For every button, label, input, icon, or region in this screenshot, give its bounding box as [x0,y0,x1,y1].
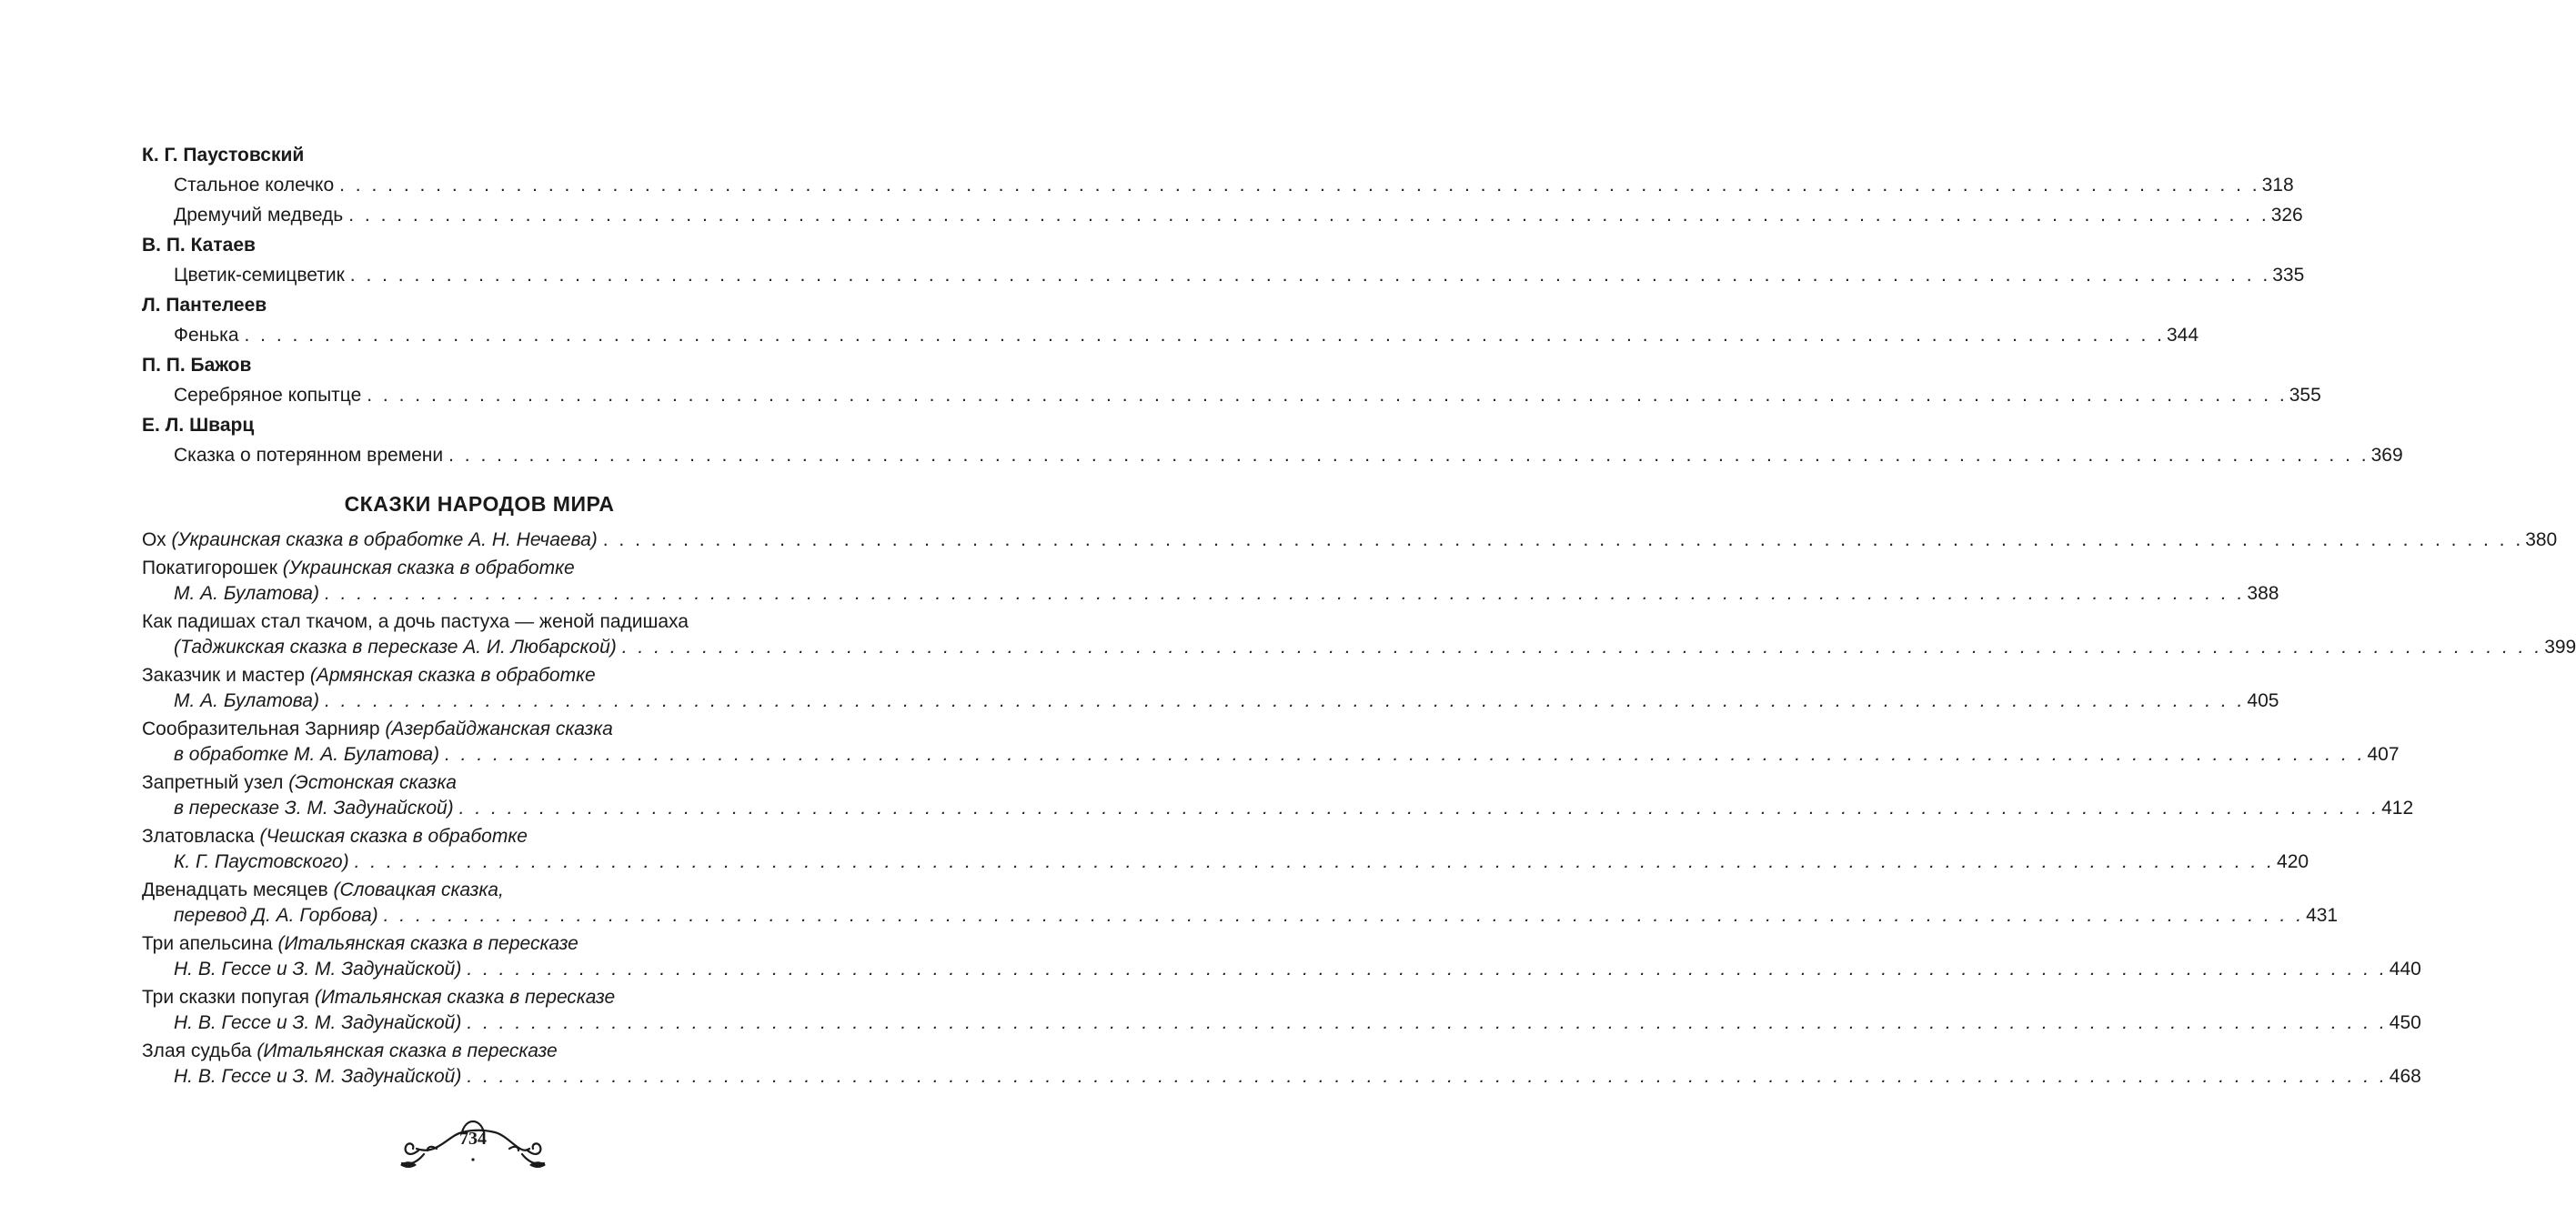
toc-entry [142,380,2321,410]
authors-list [142,140,2403,470]
dot-leader: . . . . . . . . . . . . . . . . . . . . . . . . . . . . . . . . . . . . . . . . . . . . . . . . . . . . . . . . . . . . . . . . . . . . . . . . . . . . . . . . . . . . . . . . . . . . . . . . . . . . . . . . . . . . . . . . . . . . . . . . [244,325,2165,346]
dot-leader: . . . . . . . . . . . . . . . . . . . . . . . . . . . . . . . . . . . . . . . . . . . . . . . . . . . . . . . . . . . . . . . . . . . . . . . . . . . . . . . . . . . . . . . . . . . . . . . . . . . . . . . . . . . . . . . . . . . . . . . . [621,637,2543,658]
entry-note: (Армянская сказка в обработке [309,665,596,686]
entry-note: (Украинская сказка в обработке А. Н. Нечаева) [171,529,598,550]
entry-title: Серебряное копытце [174,385,362,406]
toc-entry [142,440,2403,470]
entry-note: (Итальянская сказка в пересказе [277,933,579,954]
entry-title: Стальное колечко [174,175,335,196]
dot-leader: . . . . . . . . . . . . . . . . . . . . . . . . . . . . . . . . . . . . . . . . . . . . . . . . . . . . . . . . . . . . . . . . . . . . . . . . . . . . . . . . . . . . . . . . . . . . . . . . . . . . . . . . . . . . . . . . . . . . . . . . [324,690,2246,711]
entry-first-line [142,931,817,956]
entry-first-line [142,985,817,1010]
entry-title: Как падишах стал ткачом, а дочь пастуха — женой падишаха [142,611,689,632]
dot-leader: . . . . . . . . . . . . . . . . . . . . . . . . . . . . . . . . . . . . . . . . . . . . . . . . . . . . . . . . . . . . . . . . . . . . . . . . . . . . . . . . . . . . . . . . . . . . . . . . . . . . . . . . . . . . . . . . . . . . . . . . [349,265,2271,286]
entry-title: Заказчик и мастер [142,665,306,686]
entry-note: (Итальянская сказка в пересказе [257,1040,558,1061]
author-name: Л. Пантелеев [142,295,267,316]
entry-title: Три апельсина [142,933,273,954]
toc-entry [142,985,2421,1039]
toc-entry [142,931,2421,985]
dot-leader: . . . . . . . . . . . . . . . . . . . . . . . . . . . . . . . . . . . . . . . . . . . . . . . . . . . . . . . . . . . . . . . . . . . . . . . . . . . . . . . . . . . . . . . . . . . . . . . . . . . . . . . . . . . . . . . . . . . . . . . . [339,175,2260,196]
dot-leader: . . . . . . . . . . . . . . . . . . . . . . . . . . . . . . . . . . . . . . . . . . . . . . . . . . . . . . . . . . . . . . . . . . . . . . . . . . . . . . . . . . . . . . . . . . . . . . . . . . . . . . . . . . . . . . . . . . . . . . . . [467,1012,2388,1033]
dot-leader: . . . . . . . . . . . . . . . . . . . . . . . . . . . . . . . . . . . . . . . . . . . . . . . . . . . . . . . . . . . . . . . . . . . . . . . . . . . . . . . . . . . . . . . . . . . . . . . . . . . . . . . . . . . . . . . . . . . . . . . . [367,385,2288,406]
entry-continuation [142,849,2309,878]
entry-page: 344 [2166,325,2199,346]
entry-note: (Итальянская сказка в пересказе [314,987,616,1008]
toc-entry [142,525,2558,556]
entry-note-cont: М. А. Булатова) [174,583,319,604]
author-name: К. Г. Паустовский [142,145,305,166]
section-title: СКАЗКИ НАРОДОВ МИРА [344,492,615,516]
entry-first-line [142,609,817,634]
entry-page: 468 [2389,1066,2421,1087]
entry-page: 355 [2289,385,2321,406]
entry-continuation [142,688,2279,717]
toc-entry [142,717,2400,770]
dot-leader: . . . . . . . . . . . . . . . . . . . . . . . . . . . . . . . . . . . . . . . . . . . . . . . . . . . . . . . . . . . . . . . . . . . . . . . . . . . . . . . . . . . . . . . . . . . . . . . . . . . . . . . . . . . . . . . . . . . . . . . . [383,905,2305,926]
entry-first-line [142,770,817,795]
entry-note-cont: в обработке М. А. Булатова) [174,744,440,765]
toc-entry [142,878,2339,931]
entry-note-cont: в пересказе З. М. Задунайской) [174,798,454,819]
toc-entry [142,609,2576,663]
toc-entry [142,1039,2421,1092]
author-name: В. П. Катаев [142,235,256,256]
entry-continuation [142,741,2400,770]
entry-page: 440 [2389,959,2421,980]
author-name: П. П. Бажов [142,355,252,376]
entry-title: Сказка о потерянном времени [174,445,444,466]
entry-title: Фенька [174,325,239,346]
entry-note: (Украинская сказка в обработке [282,558,575,578]
tales-list [142,525,2576,1092]
dot-leader: . . . . . . . . . . . . . . . . . . . . . . . . . . . . . . . . . . . . . . . . . . . . . . . . . . . . . . . . . . . . . . . . . . . . . . . . . . . . . . . . . . . . . . . . . . . . . . . . . . . . . . . . . . . . . . . . . . . . . . . . [324,583,2246,604]
entry-continuation [142,1063,2421,1092]
dot-leader: . . . . . . . . . . . . . . . . . . . . . . . . . . . . . . . . . . . . . . . . . . . . . . . . . . . . . . . . . . . . . . . . . . . . . . . . . . . . . . . . . . . . . . . . . . . . . . . . . . . . . . . . . . . . . . . . . . . . . . . . [467,959,2388,980]
entry-title: Дремучий медведь [174,205,344,226]
entry-page: 450 [2389,1012,2421,1033]
entry-page: 431 [2306,905,2339,926]
toc-entry [142,770,2414,824]
dot-leader: . . . . . . . . . . . . . . . . . . . . . . . . . . . . . . . . . . . . . . . . . . . . . . . . . . . . . . . . . . . . . . . . . . . . . . . . . . . . . . . . . . . . . . . . . . . . . . . . . . . . . . . . . . . . . . . . . . . . . . . . [458,798,2380,819]
entry-first-line [142,878,817,902]
toc-entry [142,170,2294,200]
entry-title: Покатигорошек [142,558,277,578]
entry-page: 335 [2272,265,2305,286]
entry-continuation [142,634,2576,663]
entry-page: 318 [2261,175,2294,196]
entry-page: 369 [2370,445,2403,466]
toc-entry [142,260,2305,290]
entry-first-line [142,717,817,741]
entry-note-cont: (Таджикская сказка в пересказе А. И. Любарской) [174,637,617,658]
toc-entry [142,556,2279,609]
entry-page: 388 [2247,583,2279,604]
entry-note-cont: М. А. Булатова) [174,690,319,711]
toc-entry [142,320,2199,350]
table-of-contents [142,140,2576,1092]
entry-first-line [142,663,817,688]
entry-title: Три сказки попугая [142,987,310,1008]
entry-note: (Азербайджанская сказка [385,719,613,739]
author-name: Е. Л. Шварц [142,415,255,436]
entry-note-cont: Н. В. Гессе и З. М. Задунайской) [174,1066,462,1087]
entry-note-cont: К. Г. Паустовского) [174,851,349,872]
entry-page: 326 [2270,205,2303,226]
entry-first-line [142,1039,817,1063]
entry-title: Ох [142,529,166,550]
dot-leader: . . . . . . . . . . . . . . . . . . . . . . . . . . . . . . . . . . . . . . . . . . . . . . . . . . . . . . . . . . . . . . . . . . . . . . . . . . . . . . . . . . . . . . . . . . . . . . . . . . . . . . . . . . . . . . . . . . . . . . . . [354,851,2276,872]
entry-page: 380 [2525,529,2558,550]
entry-note-cont: Н. В. Гессе и З. М. Задунайской) [174,1012,462,1033]
entry-continuation [142,902,2339,931]
page-number-ornament [400,1109,546,1172]
toc-entry [142,200,2303,230]
entry-title: Сообразительная Зарнияр [142,719,380,739]
toc-entry [142,824,2309,878]
entry-continuation [142,956,2421,985]
dot-leader: . . . . . . . . . . . . . . . . . . . . . . . . . . . . . . . . . . . . . . . . . . . . . . . . . . . . . . . . . . . . . . . . . . . . . . . . . . . . . . . . . . . . . . . . . . . . . . . . . . . . . . . . . . . . . . . . . . . . . . . . [602,529,2524,550]
entry-note: (Эстонская сказка [288,772,457,793]
entry-note-cont: Н. В. Гессе и З. М. Задунайской) [174,959,462,980]
entry-title: Запретный узел [142,772,284,793]
entry-title: Двенадцать месяцев [142,879,328,900]
entry-first-line [142,556,817,580]
entry-title: Цветик-семицветик [174,265,345,286]
entry-note: (Чешская сказка в обработке [259,826,528,847]
entry-continuation [142,1010,2421,1039]
entry-page: 407 [2367,744,2400,765]
entry-line [142,525,2558,556]
entry-title: Златовласка [142,826,255,847]
entry-first-line [142,824,817,849]
entry-page: 405 [2247,690,2279,711]
entry-title: Злая судьба [142,1040,252,1061]
entry-note-cont: перевод Д. А. Горбова) [174,905,378,926]
entry-note: (Словацкая сказка, [333,879,504,900]
entry-page: 420 [2277,851,2309,872]
entry-text [142,525,598,556]
dot-leader: . . . . . . . . . . . . . . . . . . . . . . . . . . . . . . . . . . . . . . . . . . . . . . . . . . . . . . . . . . . . . . . . . . . . . . . . . . . . . . . . . . . . . . . . . . . . . . . . . . . . . . . . . . . . . . . . . . . . . . . . [445,744,2366,765]
dot-leader: . . . . . . . . . . . . . . . . . . . . . . . . . . . . . . . . . . . . . . . . . . . . . . . . . . . . . . . . . . . . . . . . . . . . . . . . . . . . . . . . . . . . . . . . . . . . . . . . . . . . . . . . . . . . . . . . . . . . . . . . [348,205,2269,226]
entry-page: 399 [2544,637,2576,658]
dot-leader: . . . . . . . . . . . . . . . . . . . . . . . . . . . . . . . . . . . . . . . . . . . . . . . . . . . . . . . . . . . . . . . . . . . . . . . . . . . . . . . . . . . . . . . . . . . . . . . . . . . . . . . . . . . . . . . . . . . . . . . . [467,1066,2388,1087]
page-number: 734 [459,1129,487,1149]
entry-continuation [142,795,2414,824]
dot-leader: . . . . . . . . . . . . . . . . . . . . . . . . . . . . . . . . . . . . . . . . . . . . . . . . . . . . . . . . . . . . . . . . . . . . . . . . . . . . . . . . . . . . . . . . . . . . . . . . . . . . . . . . . . . . . . . . . . . . . . . . [448,445,2370,466]
entry-page: 412 [2381,798,2414,819]
entry-continuation [142,580,2279,609]
toc-entry [142,663,2279,717]
